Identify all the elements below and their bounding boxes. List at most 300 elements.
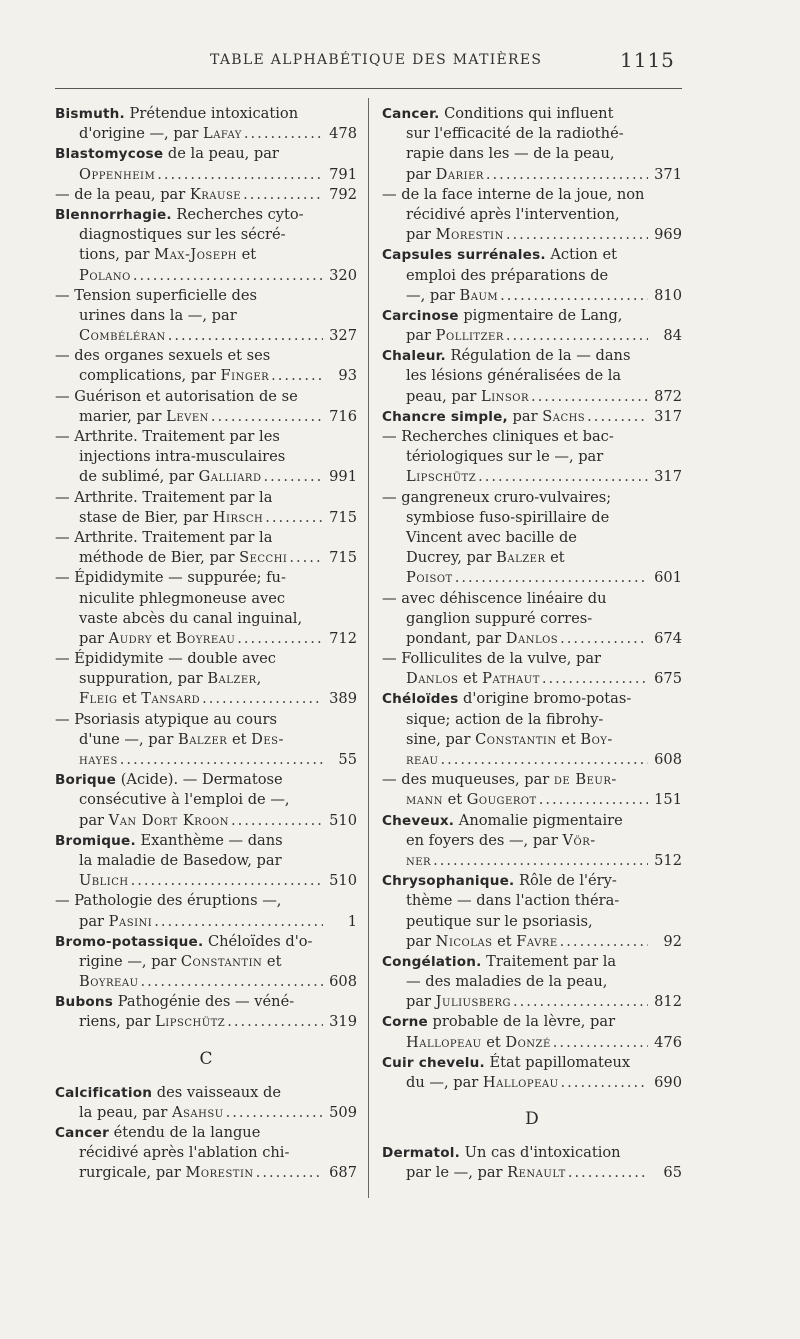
entry-text: Un cas d'intoxication	[460, 1144, 621, 1162]
page-reference: 84	[663, 327, 682, 345]
author-name: Darier	[435, 165, 484, 183]
entry-text: et	[442, 791, 467, 809]
dot-leader	[560, 932, 648, 952]
entry-text: peau, par	[406, 387, 482, 405]
index-entry	[382, 1053, 682, 1093]
author-name: Juliusberg	[435, 993, 511, 1011]
entry-text: — de la face interne de la joue, non	[382, 185, 645, 203]
author-name: Danlos	[505, 629, 559, 647]
index-entry	[382, 346, 682, 407]
page-reference: 810	[654, 286, 682, 304]
entry-line	[55, 689, 357, 709]
entry-line	[382, 165, 682, 185]
entry-text: — Recherches cliniques et bac-	[382, 428, 614, 445]
entry-text: d'origine bromo-potas-	[458, 690, 632, 708]
entry-line	[382, 326, 682, 346]
page-reference: 712	[329, 629, 357, 647]
page-reference: 509	[329, 1103, 357, 1121]
entry-text: et	[458, 670, 483, 688]
entry-line	[55, 306, 357, 326]
entry-text: emploi des préparations de	[406, 266, 609, 284]
page-reference: 791	[329, 165, 357, 183]
entry-line	[55, 669, 357, 689]
entry-line	[382, 589, 682, 609]
entry-headword: Chrysophanique.	[382, 873, 515, 890]
entry-line	[55, 286, 357, 306]
author-name: Ublich	[79, 872, 129, 890]
dot-leader	[513, 992, 648, 1012]
page-reference: 92	[663, 932, 682, 950]
entry-line	[55, 165, 357, 185]
author-name: Pollitzer	[435, 327, 504, 345]
entry-text: — Psoriasis atypique au cours	[55, 710, 277, 728]
entry-line	[382, 447, 682, 467]
author-name: Morestin	[435, 226, 504, 244]
entry-line	[55, 508, 357, 528]
author-name: Constantin	[180, 952, 263, 970]
dot-leader	[271, 366, 323, 386]
entry-line	[55, 346, 357, 366]
entry-line	[55, 952, 357, 972]
page-reference: 687	[329, 1164, 357, 1182]
page-reference: 320	[329, 266, 357, 284]
entry-text: récidivé après l'intervention,	[406, 205, 620, 223]
entry-line	[382, 306, 682, 326]
entry-line	[55, 609, 357, 629]
entry-text: par	[79, 629, 109, 647]
dot-leader	[539, 790, 648, 810]
entry-text: d'une —, par	[79, 730, 178, 748]
page-reference: 601	[654, 569, 682, 587]
entry-text: et	[556, 730, 581, 748]
entry-line	[382, 669, 682, 689]
entry-text: urines dans la —, par	[79, 306, 237, 324]
entry-text: peutique sur le psoriasis,	[406, 912, 593, 930]
entry-text: diagnostiques sur les sécré-	[79, 226, 286, 244]
entry-line	[382, 891, 682, 911]
entry-text: par	[406, 226, 436, 244]
author-name: Tansard	[141, 690, 201, 708]
entry-text: Exanthème — dans	[135, 831, 283, 849]
index-entry	[382, 104, 682, 185]
page-reference: 608	[654, 751, 682, 768]
author-name: Boy-	[580, 730, 613, 748]
entry-text: — Folliculites de la vulve, par	[382, 650, 601, 668]
index-entry	[55, 144, 357, 184]
entry-text: — de la peau, par	[55, 185, 190, 203]
entry-headword: Dermatol.	[382, 1145, 461, 1162]
entry-headword: Borique	[55, 772, 117, 789]
entry-text: consécutive à l'emploi de —,	[79, 791, 290, 809]
author-name: Polano	[79, 266, 131, 284]
entry-line	[55, 326, 357, 346]
entry-line	[382, 407, 682, 427]
entry-text: et	[237, 246, 257, 264]
author-name: ner	[406, 851, 432, 869]
entry-line	[55, 266, 357, 286]
author-name: Baum	[459, 286, 499, 304]
entry-text: Conditions qui influent	[439, 105, 614, 122]
entry-line	[55, 104, 357, 124]
author-name: Lipschütz	[155, 1013, 226, 1031]
author-name: Pasini	[108, 912, 153, 930]
author-name: Boyreau	[175, 629, 236, 647]
entry-text: ganglion suppuré corres-	[406, 609, 593, 627]
entry-line	[55, 366, 357, 386]
author-name: Morestin	[185, 1164, 254, 1182]
entry-text: tériologiques sur le —, par	[406, 448, 604, 466]
dot-leader	[440, 750, 648, 770]
author-name: mann	[406, 791, 443, 809]
entry-line	[382, 488, 682, 508]
entry-line	[55, 568, 357, 588]
entry-line	[382, 144, 682, 164]
page-reference: 715	[329, 549, 357, 567]
entry-line	[55, 387, 357, 407]
entry-line	[55, 225, 357, 245]
entry-line	[55, 790, 357, 810]
dot-leader	[133, 266, 323, 286]
entry-text: —, par	[406, 286, 460, 304]
author-name: Lipschütz	[406, 468, 477, 486]
index-entry	[55, 205, 357, 286]
page-reference: 690	[654, 1074, 682, 1091]
entry-line	[55, 770, 357, 790]
entry-line	[382, 366, 682, 386]
entry-text: niculite phlegmoneuse avec	[79, 589, 286, 607]
index-entry	[382, 1012, 682, 1052]
author-name: Finger	[220, 367, 270, 385]
entry-text: et	[227, 730, 252, 748]
entry-text: Prétendue intoxication	[124, 105, 299, 122]
entry-text: Ducrey, par	[406, 549, 497, 567]
entry-line	[382, 770, 682, 790]
dot-leader	[542, 669, 648, 689]
entry-text: (Acide). — Dermatose	[116, 771, 283, 789]
author-name: Hallopeau	[406, 1033, 482, 1051]
entry-line	[382, 124, 682, 144]
entry-text: complications, par	[79, 367, 221, 385]
entry-line	[55, 972, 357, 992]
entry-text: d'origine —, par	[79, 125, 203, 143]
entry-headword: Blastomycose	[55, 146, 164, 163]
page-reference: 1	[347, 912, 357, 930]
page-reference: 872	[654, 387, 682, 405]
entry-text: par	[79, 811, 109, 829]
entry-line	[55, 649, 357, 669]
page-reference: 327	[329, 327, 357, 345]
dot-leader	[506, 326, 648, 346]
author-name: Galliard	[198, 468, 262, 486]
author-name: Krause	[189, 185, 242, 203]
entry-headword: Chaleur.	[382, 348, 446, 365]
index-entry	[55, 185, 357, 205]
page-reference: 512	[654, 851, 682, 869]
index-entry	[55, 387, 357, 427]
author-name: Constantin	[475, 730, 557, 748]
index-entry	[55, 528, 357, 568]
entry-line	[382, 245, 682, 265]
entry-text: — Arthrite. Traitement par les	[55, 428, 280, 445]
page-reference: 476	[654, 1033, 682, 1051]
page-reference: 65	[663, 1164, 682, 1182]
entry-headword: Capsules surrénales.	[382, 247, 546, 264]
author-name: Secchi	[239, 549, 288, 567]
entry-text: symbiose fuso-spirillaire de	[406, 508, 610, 526]
author-name: de Beur-	[553, 771, 617, 789]
right-column	[382, 104, 682, 1184]
author-name: Combéléran	[79, 327, 166, 345]
dot-leader	[486, 165, 648, 185]
entry-line	[55, 932, 357, 952]
dot-leader	[226, 1103, 323, 1123]
index-entry	[55, 286, 357, 347]
entry-line	[382, 730, 682, 750]
entry-text: État papillomateux	[484, 1053, 631, 1071]
entry-line	[55, 831, 357, 851]
page-reference: 608	[329, 973, 357, 991]
dot-leader	[500, 286, 648, 306]
entry-line	[55, 205, 357, 225]
dot-leader	[478, 467, 648, 487]
entry-line	[55, 467, 357, 487]
entry-line	[382, 851, 682, 871]
index-entry	[382, 1143, 682, 1183]
entry-headword: Blennorrhagie.	[55, 206, 172, 223]
entry-line	[382, 205, 682, 225]
index-entry	[55, 891, 357, 931]
index-entry	[55, 710, 357, 771]
entry-text: de la peau, par	[163, 145, 279, 163]
dot-leader	[244, 124, 323, 144]
entry-text: et	[151, 629, 176, 647]
entry-line	[55, 528, 357, 548]
author-name: Hirsch	[212, 508, 264, 526]
entry-text: — Guérison et autorisation de se	[55, 387, 298, 405]
page-reference: 510	[329, 811, 357, 829]
entry-text: des vaisseaux de	[152, 1083, 282, 1101]
running-header	[0, 48, 800, 78]
index-entry	[55, 831, 357, 892]
entry-line	[55, 871, 357, 891]
entry-text: rigine —, par	[79, 952, 181, 970]
author-name: Van Dort Kroon	[108, 811, 229, 829]
entry-line	[382, 346, 682, 366]
section-letter: C	[199, 1048, 213, 1069]
entry-line	[55, 710, 357, 730]
entry-line	[55, 407, 357, 427]
page-reference: 478	[329, 125, 357, 143]
entry-line	[55, 811, 357, 831]
entry-text: méthode de Bier, par	[79, 549, 240, 567]
header-rule	[55, 88, 682, 89]
entry-line	[382, 1012, 682, 1032]
page-reference: 674	[654, 629, 682, 647]
author-name: Oppenheim	[79, 165, 156, 183]
entry-line	[382, 932, 682, 952]
dot-leader	[243, 185, 323, 205]
entry-line	[55, 589, 357, 609]
entry-headword: Bromique.	[55, 832, 136, 849]
entry-line	[382, 750, 682, 770]
index-entry	[55, 488, 357, 528]
entry-headword: Bismuth.	[55, 106, 125, 122]
dot-leader	[237, 629, 323, 649]
entry-line	[55, 730, 357, 750]
dot-leader	[506, 225, 648, 245]
entry-text: par le —, par	[406, 1164, 508, 1182]
entry-text: par	[406, 165, 436, 183]
index-entry	[55, 1083, 357, 1123]
entry-text: les lésions généralisées de la	[406, 367, 622, 385]
entry-line	[382, 972, 682, 992]
entry-line	[382, 992, 682, 1012]
index-entry	[382, 689, 682, 770]
index-entry	[55, 1123, 357, 1184]
index-entry	[55, 346, 357, 386]
entry-text: et	[492, 932, 517, 950]
entry-text: tions, par	[79, 246, 155, 264]
entry-text: Traitement par la	[481, 952, 617, 970]
index-entry	[382, 589, 682, 650]
entry-line	[382, 387, 682, 407]
index-entry	[55, 992, 357, 1032]
entry-headword: Cheveux.	[382, 812, 455, 829]
dot-leader	[433, 851, 648, 871]
entry-text: — Tension superficielle des	[55, 286, 257, 304]
entry-text: par	[406, 993, 436, 1011]
entry-line	[382, 185, 682, 205]
dot-leader	[587, 407, 648, 427]
entry-line	[55, 912, 357, 932]
author-name: Fleig	[79, 690, 118, 708]
dot-leader	[227, 1012, 323, 1032]
entry-line	[382, 1053, 682, 1073]
entry-text: Anomalie pigmentaire	[454, 811, 623, 829]
entry-text: par	[406, 932, 436, 950]
page-reference: 319	[329, 1013, 357, 1031]
entry-line	[55, 124, 357, 144]
entry-text: Chéloïdes d'o-	[203, 932, 313, 950]
entry-text: la maladie de Basedow, par	[79, 851, 282, 869]
entry-line	[55, 447, 357, 467]
dot-leader	[568, 1163, 648, 1183]
entry-headword: Cuir chevelu.	[382, 1054, 485, 1071]
entry-text: — Arthrite. Traitement par la	[55, 528, 273, 546]
author-name: Des-	[251, 730, 284, 748]
page-reference: 389	[329, 690, 357, 708]
dot-leader	[553, 1033, 648, 1053]
left-column	[55, 104, 357, 1184]
index-entry	[55, 104, 357, 144]
entry-line	[55, 750, 357, 770]
author-name: Nicolas	[435, 932, 493, 950]
entry-text: suppuration, par	[79, 670, 208, 688]
dot-leader	[211, 407, 323, 427]
dot-leader	[560, 629, 648, 649]
entry-line	[382, 266, 682, 286]
entry-text: pondant, par	[406, 629, 506, 647]
entry-line	[55, 891, 357, 911]
index-entry	[382, 649, 682, 689]
dot-leader	[531, 387, 648, 407]
dot-leader	[231, 811, 323, 831]
index-entry	[55, 649, 357, 710]
entry-text: vaste abcès du canal inguinal,	[79, 609, 303, 627]
entry-text: rurgicale, par	[79, 1164, 186, 1182]
entry-line	[55, 245, 357, 265]
entry-line	[382, 104, 682, 124]
index-entry	[382, 427, 682, 488]
page-reference: 812	[654, 993, 682, 1011]
page-reference: 675	[654, 670, 682, 688]
author-name: Balzer	[496, 549, 546, 567]
entry-line	[55, 185, 357, 205]
entry-text: riens, par	[79, 1013, 156, 1031]
index-entry	[382, 185, 682, 246]
entry-line	[55, 427, 357, 447]
dot-leader	[141, 972, 323, 992]
author-name: Vör-	[562, 831, 596, 849]
page-number: 1115	[620, 48, 675, 72]
entry-headword: Carcinose	[382, 307, 459, 324]
entry-text: sique; action de la fibrohy-	[406, 710, 604, 728]
dot-leader	[289, 548, 323, 568]
entry-line	[382, 528, 682, 548]
entry-line	[382, 790, 682, 810]
page-reference: 792	[329, 185, 357, 203]
dot-leader	[561, 1073, 648, 1093]
page-reference: 55	[338, 751, 357, 768]
dot-leader	[202, 689, 323, 709]
entry-line	[382, 689, 682, 709]
author-name: Audry	[108, 629, 152, 647]
entry-line	[382, 811, 682, 831]
entry-line	[382, 1143, 682, 1163]
index-entry	[55, 427, 357, 488]
entry-line	[382, 1163, 682, 1183]
author-name: Poisot	[406, 569, 453, 587]
entry-text: injections intra-musculaires	[79, 448, 286, 466]
author-name: Favre	[516, 932, 558, 950]
index-entry	[382, 407, 682, 427]
entry-text: Action et	[545, 246, 617, 264]
page-reference: 715	[329, 508, 357, 526]
entry-text: par	[79, 912, 109, 930]
index-entry	[55, 932, 357, 993]
dot-leader	[265, 508, 323, 528]
author-name: Renault	[507, 1164, 566, 1182]
entry-headword: Chéloïdes	[382, 691, 459, 708]
entry-line	[382, 1073, 682, 1093]
entry-line	[382, 427, 682, 447]
author-name: Gougerot	[466, 791, 537, 809]
entry-line	[55, 1012, 357, 1032]
entry-line	[382, 286, 682, 306]
index-entry	[382, 952, 682, 1013]
index-entry	[382, 871, 682, 952]
entry-text: — Pathologie des éruptions —,	[55, 892, 282, 910]
dot-leader	[131, 871, 323, 891]
entry-line	[55, 144, 357, 164]
entry-line	[382, 912, 682, 932]
entry-line	[382, 710, 682, 730]
entry-line	[382, 225, 682, 245]
entry-line	[382, 952, 682, 972]
entry-line	[55, 1083, 357, 1103]
author-name: Linsor	[481, 387, 529, 405]
entry-text: marier, par	[79, 407, 167, 425]
